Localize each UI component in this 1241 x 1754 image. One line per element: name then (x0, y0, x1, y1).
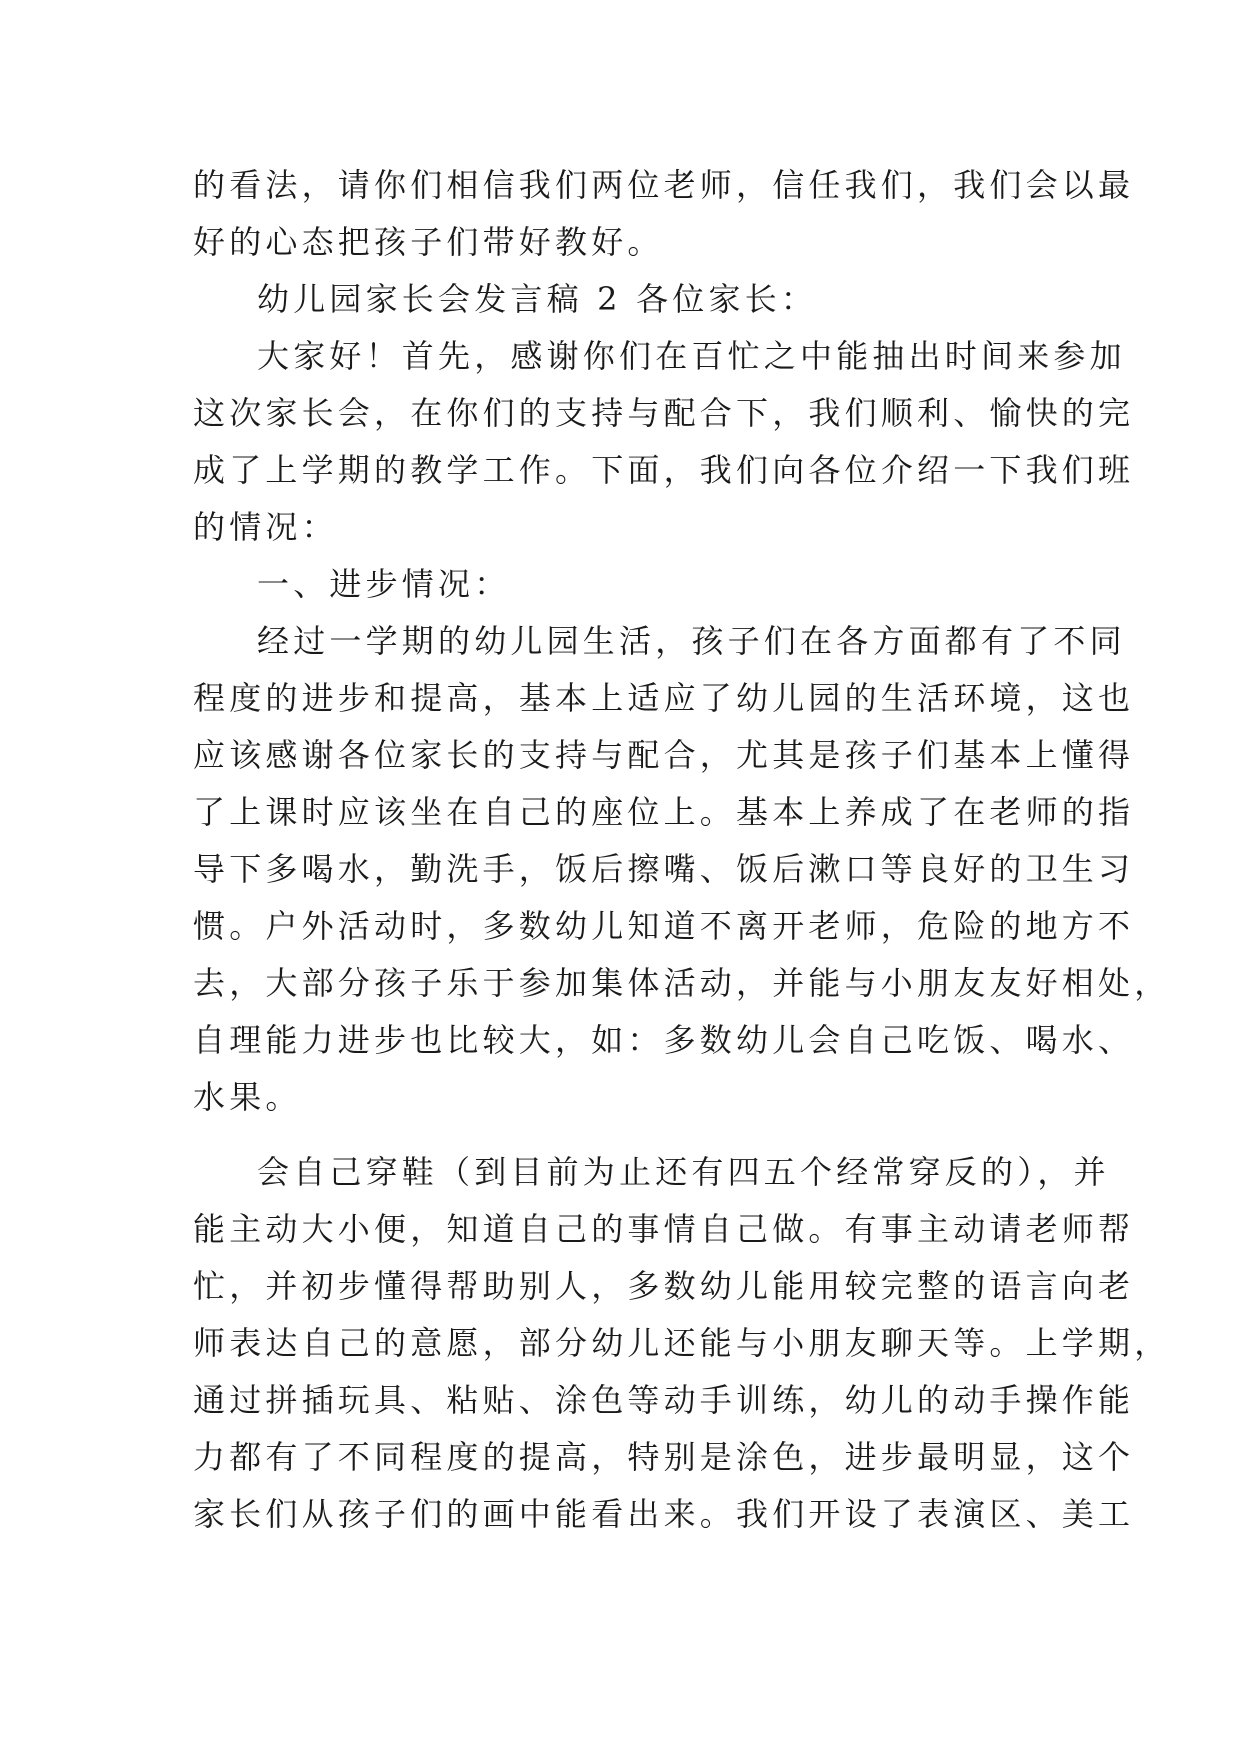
text-line: 惯。户外活动时，多数幼儿知道不离开老师，危险的地方不 (193, 907, 1135, 945)
text-line: 导下多喝水，勤洗手，饭后擦嘴、饭后漱口等良好的卫生习 (193, 850, 1135, 888)
text-line: 的情况： (193, 508, 338, 546)
text-line: 水果。 (193, 1078, 302, 1116)
text-line: 力都有了不同程度的提高，特别是涂色，进步最明显，这个 (193, 1438, 1135, 1476)
text-line: 好的心态把孩子们带好教好。 (193, 223, 664, 261)
text-line: 能主动大小便，知道自己的事情自己做。有事主动请老师帮 (193, 1210, 1135, 1248)
text-line: 了上课时应该坐在自己的座位上。基本上养成了在老师的指 (193, 793, 1135, 831)
section-heading: 一、进步情况： (257, 565, 511, 603)
text-line: 忙，并初步懂得帮助别人，多数幼儿能用较完整的语言向老 (193, 1267, 1135, 1305)
text-line: 去，大部分孩子乐于参加集体活动，并能与小朋友友好相处， (193, 964, 1171, 1002)
text-line: 经过一学期的幼儿园生活，孩子们在各方面都有了不同 (257, 622, 1126, 660)
text-line: 这次家长会，在你们的支持与配合下，我们顺利、愉快的完 (193, 394, 1135, 432)
text-line: 程度的进步和提高，基本上适应了幼儿园的生活环境，这也 (193, 679, 1135, 717)
text-line: 的看法，请你们相信我们两位老师，信任我们，我们会以最 (193, 166, 1135, 204)
text-line: 家长们从孩子们的画中能看出来。我们开设了表演区、美工 (193, 1495, 1135, 1533)
text-line: 自理能力进步也比较大，如：多数幼儿会自己吃饭、喝水、 (193, 1021, 1135, 1059)
section-heading: 幼儿园家长会发言稿 2 各位家长： (257, 280, 818, 318)
text-line: 通过拼插玩具、粘贴、涂色等动手训练，幼儿的动手操作能 (193, 1381, 1135, 1419)
text-line: 大家好！首先，感谢你们在百忙之中能抽出时间来参加 (257, 337, 1126, 375)
text-line: 应该感谢各位家长的支持与配合，尤其是孩子们基本上懂得 (193, 736, 1135, 774)
text-line: 师表达自己的意愿，部分幼儿还能与小朋友聊天等。上学期， (193, 1324, 1171, 1362)
text-line: 成了上学期的教学工作。下面，我们向各位介绍一下我们班 (193, 451, 1135, 489)
text-line: 会自己穿鞋（到目前为止还有四五个经常穿反的），并 (257, 1153, 1110, 1191)
